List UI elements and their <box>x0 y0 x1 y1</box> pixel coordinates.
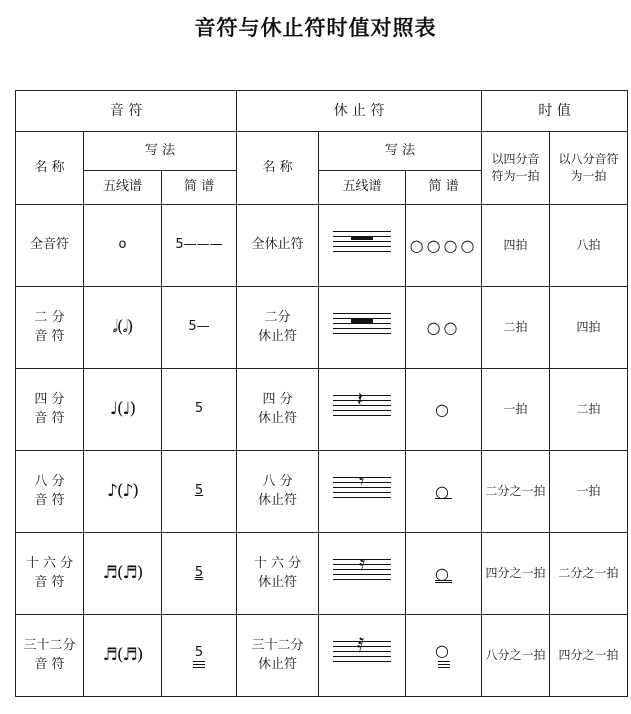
table-row <box>16 205 628 287</box>
note-staff: ♩(♩) <box>84 369 162 451</box>
quarter-beat-value: 四拍 <box>482 205 550 287</box>
table-row <box>16 615 628 697</box>
note-jianpu: 5— <box>162 287 237 369</box>
rest-name: 全休止符 <box>237 205 319 287</box>
table-row <box>16 451 628 533</box>
underline-marks <box>193 661 205 668</box>
note-name: 二 分 音 符 <box>16 287 84 369</box>
thirtysecond-rest-icon: 𝅀 <box>333 641 391 663</box>
note-jianpu: 5 <box>194 644 204 660</box>
note-name: 全音符 <box>16 205 84 287</box>
eighth-beat-value: 二分之一拍 <box>550 533 628 615</box>
page-title: 音符与休止符时值对照表 <box>194 16 437 40</box>
duration-table <box>15 90 628 697</box>
rest-name: 三十二分 休止符 <box>237 615 319 697</box>
eighth-beat-value: 八拍 <box>550 205 628 287</box>
half-rest-icon <box>333 313 391 335</box>
quarter-beat-value: 二拍 <box>482 287 550 369</box>
note-jianpu: 5 <box>194 565 204 581</box>
quarter-beat-header: 以四分音符为一拍 <box>482 132 550 205</box>
eighth-beat-value: 二拍 <box>550 369 628 451</box>
rest-name-header: 名 称 <box>237 132 319 205</box>
rest-jianpu: ○○○○ <box>406 205 482 287</box>
note-name: 四 分 音 符 <box>16 369 84 451</box>
rests-header: 休 止 符 <box>237 91 482 132</box>
rest-jianpu: ○ <box>435 563 453 583</box>
eighth-beat-header: 以八分音符为一拍 <box>550 132 628 205</box>
eighth-rest-icon: 𝄾 <box>333 477 391 499</box>
sixteenth-rest-icon: 𝄿 <box>333 559 391 581</box>
note-staff: ♬(♬) <box>84 615 162 697</box>
duration-header: 时 值 <box>482 91 628 132</box>
note-staff: 𝅗𝅥(𝅗𝅥) <box>84 287 162 369</box>
rest-jianpu: ○ <box>406 369 482 451</box>
quarter-beat-value: 一拍 <box>482 369 550 451</box>
note-staff-header: 五线谱 <box>84 171 162 205</box>
note-staff: ♬(♬) <box>84 533 162 615</box>
notes-header: 音 符 <box>16 91 237 132</box>
note-writing-header: 写 法 <box>84 132 237 171</box>
rest-name: 二分 休止符 <box>237 287 319 369</box>
rest-name: 四 分 休止符 <box>237 369 319 451</box>
quarter-beat-value: 八分之一拍 <box>482 615 550 697</box>
rest-name: 十 六 分 休止符 <box>237 533 319 615</box>
rest-jianpu: ○○ <box>406 287 482 369</box>
table-row <box>16 287 628 369</box>
rest-jianpu: ○ <box>435 641 453 660</box>
whole-rest-icon <box>333 231 391 253</box>
note-jianpu: 5——— <box>162 205 237 287</box>
note-name: 八 分 音 符 <box>16 451 84 533</box>
rest-name: 八 分 休止符 <box>237 451 319 533</box>
eighth-beat-value: 一拍 <box>550 451 628 533</box>
eighth-beat-value: 四拍 <box>550 287 628 369</box>
rest-staff-header: 五线谱 <box>319 171 406 205</box>
note-staff: o <box>84 205 162 287</box>
rest-jianpu: ○ <box>435 481 453 501</box>
quarter-rest-icon: 𝄽 <box>333 395 391 417</box>
rest-writing-header: 写 法 <box>319 132 482 171</box>
quarter-beat-value: 四分之一拍 <box>482 533 550 615</box>
note-name: 十 六 分 音 符 <box>16 533 84 615</box>
note-name: 三十二分 音 符 <box>16 615 84 697</box>
note-staff: ♪(♪) <box>84 451 162 533</box>
eighth-beat-value: 四分之一拍 <box>550 615 628 697</box>
note-jianpu-header: 简 谱 <box>162 171 237 205</box>
table-row <box>16 533 628 615</box>
note-jianpu: 5 <box>162 369 237 451</box>
note-jianpu: 5 <box>194 483 204 499</box>
table-row <box>16 369 628 451</box>
underline-marks <box>438 661 450 668</box>
note-name-header: 名 称 <box>16 132 84 205</box>
quarter-beat-value: 二分之一拍 <box>482 451 550 533</box>
rest-jianpu-header: 简 谱 <box>406 171 482 205</box>
